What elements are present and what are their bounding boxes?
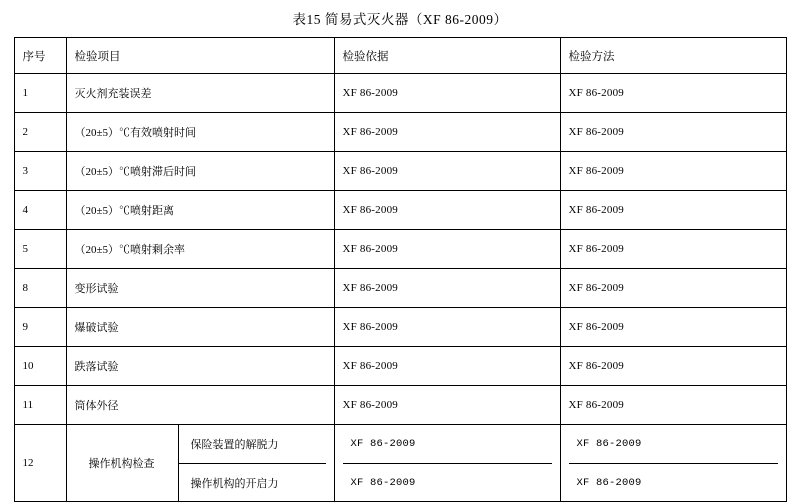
row-no: 10	[14, 347, 66, 386]
row-item-group	[66, 425, 334, 502]
table-row	[14, 74, 786, 113]
row-item: 灭火剂充装误差	[66, 74, 334, 113]
row-no: 5	[14, 230, 66, 269]
row-basis: XF 86-2009	[334, 269, 560, 308]
table-row	[14, 230, 786, 269]
row-method: XF 86-2009	[560, 347, 786, 386]
group-label: 操作机构检查	[75, 425, 179, 501]
table-row	[14, 347, 786, 386]
sub-item: 操作机构的开启力	[179, 463, 326, 501]
row-no: 12	[14, 425, 66, 502]
inspection-items-table	[14, 37, 787, 502]
row-basis: XF 86-2009	[334, 191, 560, 230]
row-item: （20±5）℃喷射滞后时间	[66, 152, 334, 191]
row-basis: XF 86-2009	[334, 74, 560, 113]
row-method: XF 86-2009	[560, 386, 786, 425]
row-basis: XF 86-2009	[334, 386, 560, 425]
row-item: （20±5）℃喷射剩余率	[66, 230, 334, 269]
row-method: XF 86-2009	[560, 308, 786, 347]
row-method-group	[560, 425, 786, 502]
column-header-basis: 检验依据	[334, 38, 560, 74]
row-item: 变形试验	[66, 269, 334, 308]
row-item: （20±5）℃有效喷射时间	[66, 113, 334, 152]
row-method: XF 86-2009	[560, 191, 786, 230]
row-item: 跌落试验	[66, 347, 334, 386]
table-row	[14, 191, 786, 230]
row-method: XF 86-2009	[560, 230, 786, 269]
row-no: 9	[14, 308, 66, 347]
row-no: 1	[14, 74, 66, 113]
row-basis: XF 86-2009	[334, 113, 560, 152]
row-no: 8	[14, 269, 66, 308]
column-header-no: 序号	[14, 38, 66, 74]
row-no: 2	[14, 113, 66, 152]
row-no: 11	[14, 386, 66, 425]
row-no: 3	[14, 152, 66, 191]
column-header-method: 检验方法	[560, 38, 786, 74]
sub-basis: XF 86-2009	[350, 438, 416, 450]
sub-method: XF 86-2009	[576, 438, 642, 450]
table-header-row	[14, 38, 786, 74]
row-method: XF 86-2009	[560, 269, 786, 308]
row-basis: XF 86-2009	[334, 308, 560, 347]
table-row	[14, 386, 786, 425]
row-basis-group	[334, 425, 560, 502]
table-row	[14, 308, 786, 347]
row-item: 筒体外径	[66, 386, 334, 425]
sub-item: 保险装置的解脱力	[190, 439, 279, 451]
table-row	[14, 152, 786, 191]
row-item: （20±5）℃喷射距离	[66, 191, 334, 230]
row-basis: XF 86-2009	[334, 152, 560, 191]
sub-basis: XF 86-2009	[343, 463, 552, 501]
table-title: 表15 简易式灭火器（XF 86-2009）	[292, 12, 508, 27]
table-row-grouped	[14, 425, 786, 502]
table-row	[14, 113, 786, 152]
row-basis: XF 86-2009	[334, 347, 560, 386]
column-header-item: 检验项目	[66, 38, 334, 74]
row-method: XF 86-2009	[560, 152, 786, 191]
sub-method: XF 86-2009	[569, 463, 778, 501]
row-basis: XF 86-2009	[334, 230, 560, 269]
row-method: XF 86-2009	[560, 113, 786, 152]
row-no: 4	[14, 191, 66, 230]
sub-item-list	[179, 425, 326, 501]
row-item: 爆破试验	[66, 308, 334, 347]
table-row	[14, 269, 786, 308]
row-method: XF 86-2009	[560, 74, 786, 113]
